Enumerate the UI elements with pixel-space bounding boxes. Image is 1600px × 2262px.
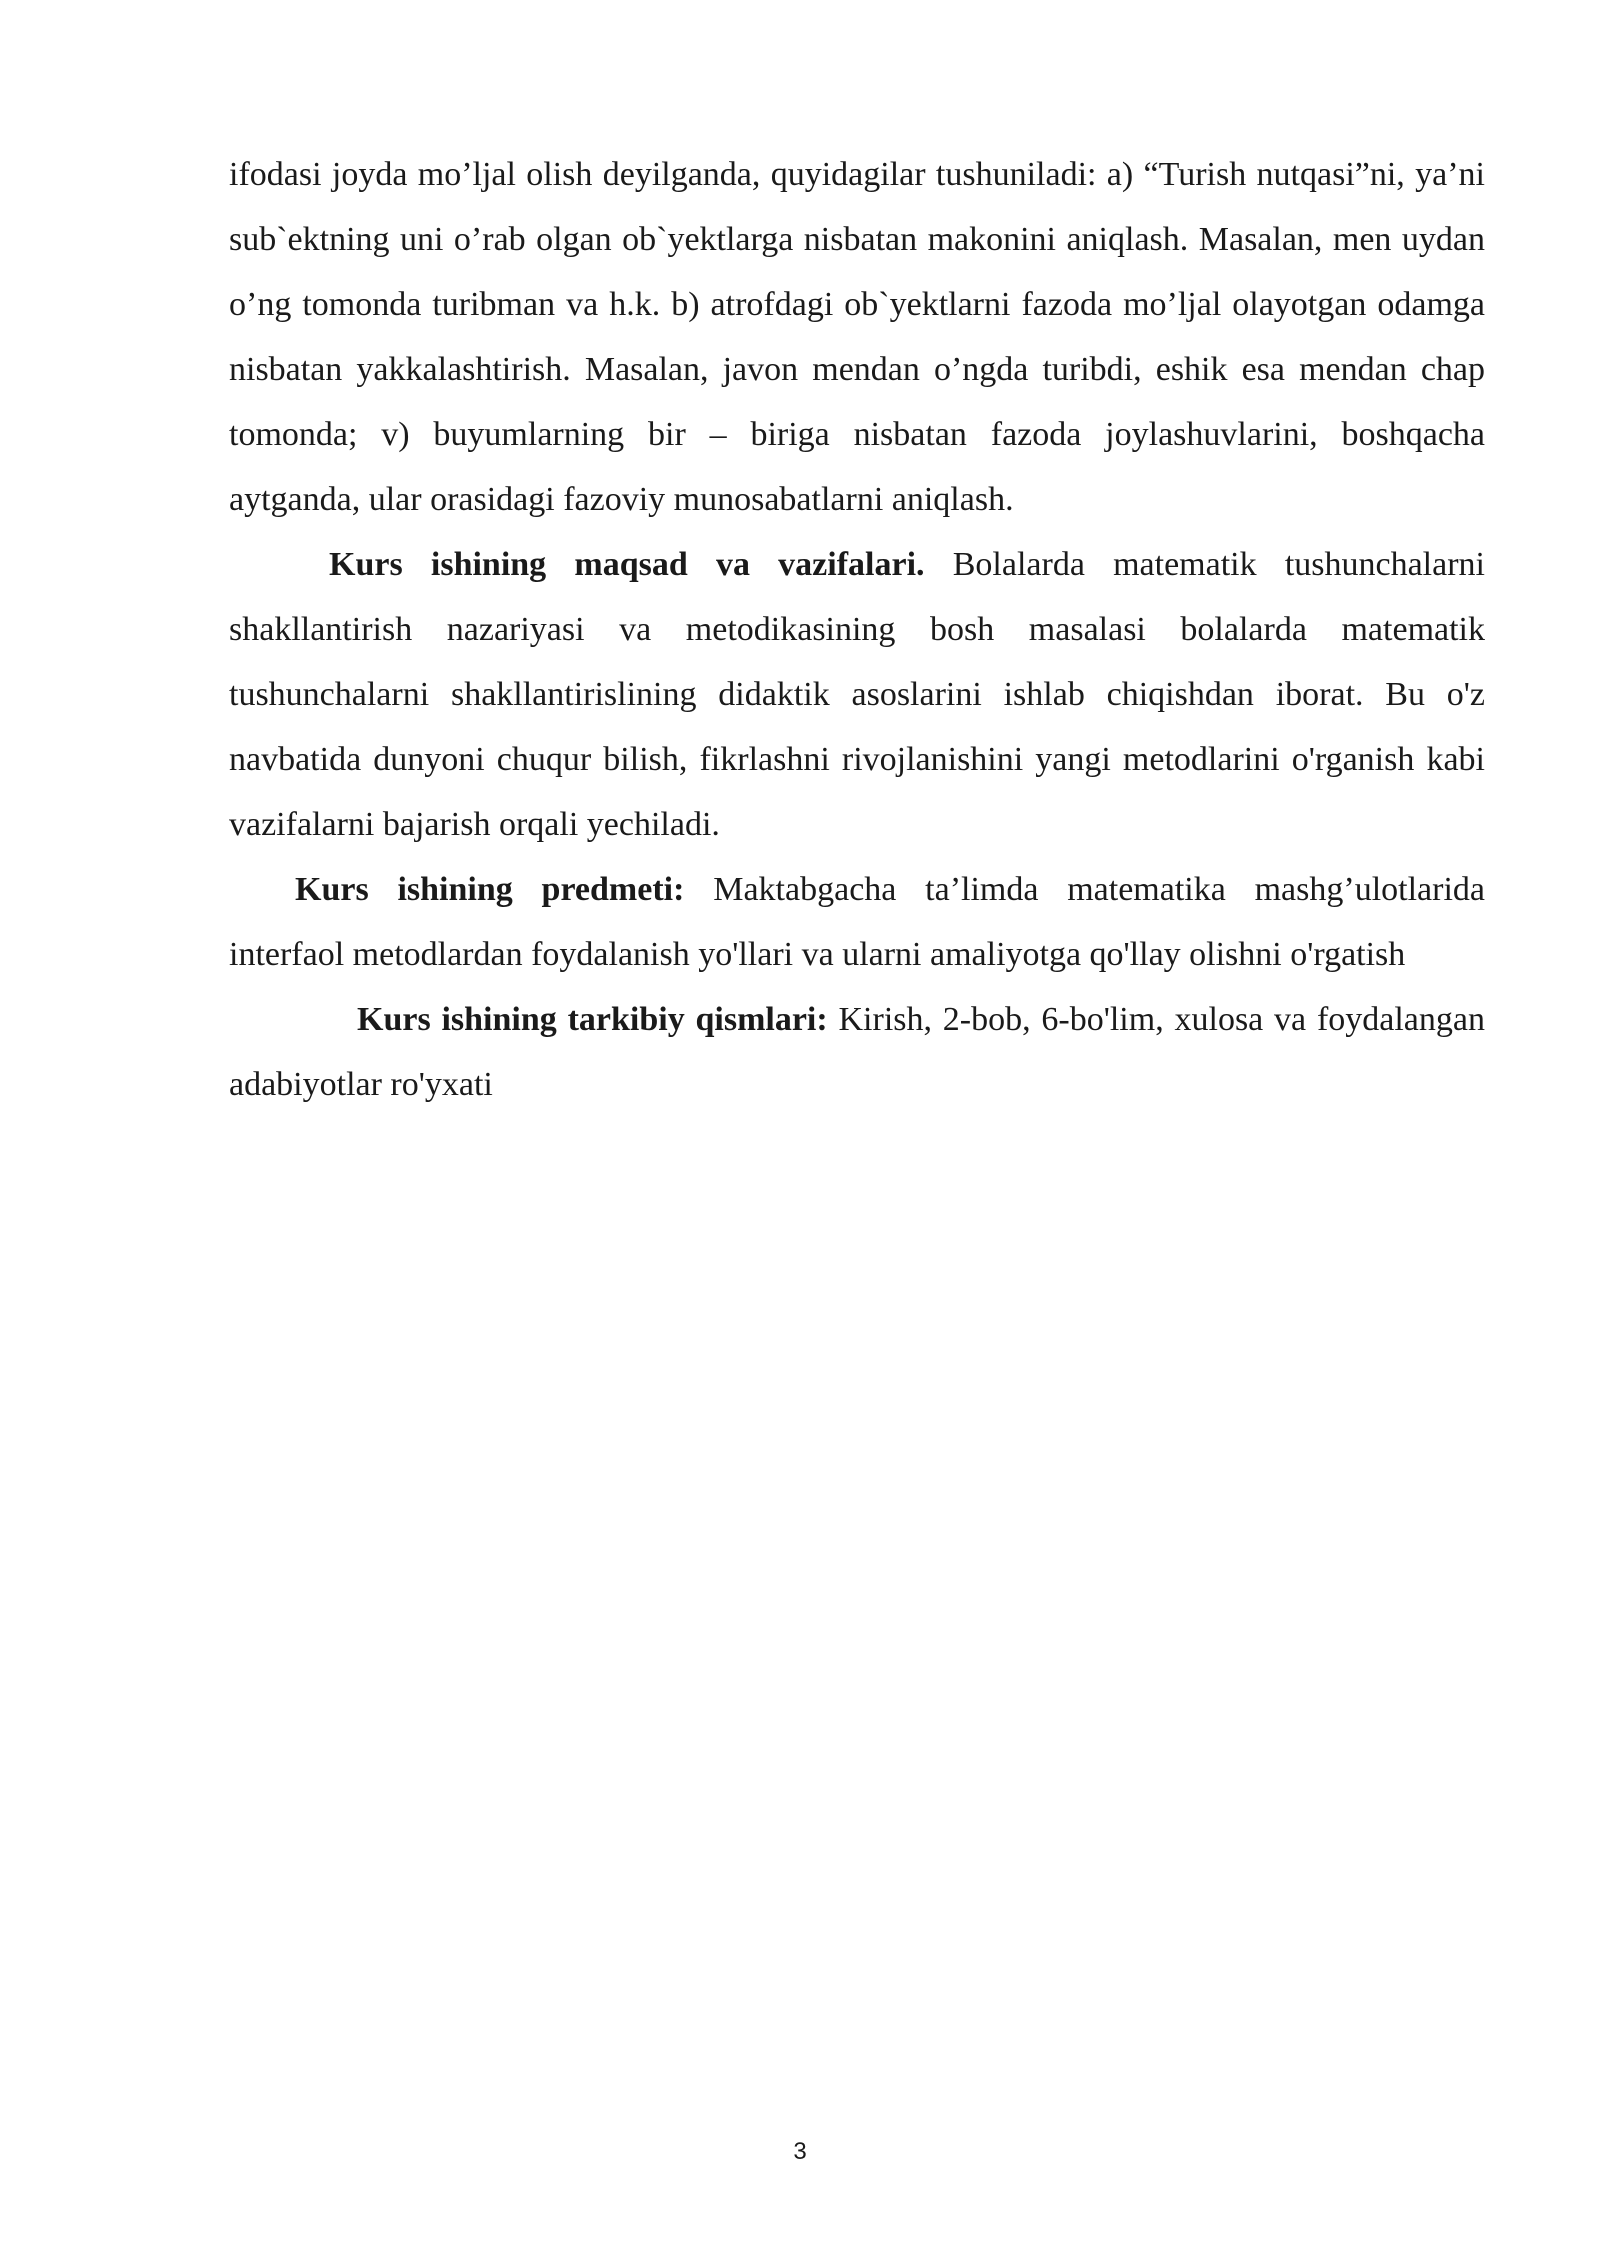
paragraph-orientation-text: ifodasi joyda mo’ljal olish deyilganda, quyidagilar tushuniladi: a) “Turish nutqasi”ni, ya’ni sub`ektning uni o’rab olgan ob`yektlarga nisbatan makonini aniqlash. Masalan, men uydan o’ng tomonda turibman va h.k. b) atrofdagi ob`yektlarni fazoda mo’ljal olayotgan odamga nisbatan yakkalashtirish. Masalan, javon mendan o’ngda turibdi, eshik esa mendan chap tomonda; v) buyumlarning bir – biriga nisbatan fazoda joylashuvlarini, boshqacha aytganda, ular orasidagi fazoviy munosabatlarni aniqlash.	[229, 156, 1485, 518]
paragraph-subject-text: Maktabgacha ta’limda matematika mashg’ulotlarida interfaol metodlardan foydalanish yo'llari va ularni amaliyotga qo'llay olishni o'rgatish	[229, 871, 1485, 973]
heading-structure: Kurs ishining tarkibiy qismlari:	[357, 1001, 828, 1038]
paragraph-structure	[229, 987, 1485, 1117]
paragraph-structure-text: Kirish, 2-bob, 6-bo'lim, xulosa va foydalangan adabiyotlar ro'yxati	[229, 1001, 1485, 1103]
paragraph-goals	[229, 532, 1485, 857]
paragraph-goals-text: Bolalarda matematik tushunchalarni shakllantirish nazariyasi va metodikasining bosh masalasi bolalarda matematik tushunchalarni shakllantirislining didaktik asoslarini ishlab chiqishdan iborat. Bu o'z navbatida dunyoni chuqur bilish, fikrlashni rivojlanishini yangi metodlarini o'rganish kabi vazifalarni bajarish orqali yechiladi.	[229, 546, 1485, 843]
page-number: 3	[793, 2138, 807, 2165]
paragraph-subject	[229, 857, 1485, 987]
heading-goals: Kurs ishining maqsad va vazifalari.	[329, 546, 925, 583]
paragraph-orientation	[229, 142, 1485, 532]
document-body	[229, 142, 1485, 1117]
heading-subject: Kurs ishining predmeti:	[295, 871, 685, 908]
